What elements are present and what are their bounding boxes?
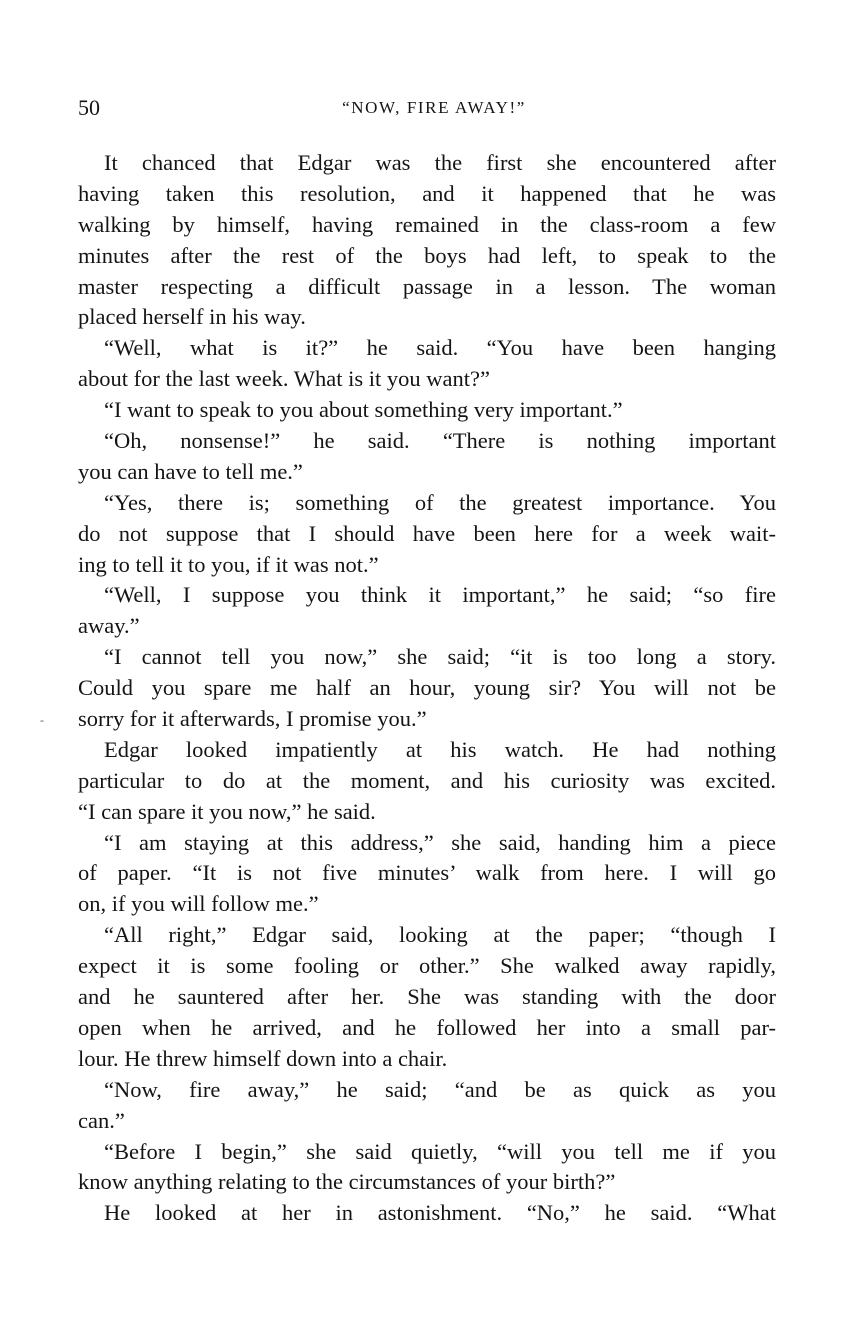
text-line: He looked at her in astonishment. “No,” he said. “What	[104, 1200, 776, 1226]
text-line: master respecting a difficult passage in a lesson. The woman	[78, 273, 776, 299]
text-line: placed herself in his way.	[78, 304, 306, 330]
text-line: you can have to tell me.”	[78, 458, 303, 484]
text-line: “All right,” Edgar said, looking at the paper; “though I	[104, 922, 776, 948]
text-line: of paper. “It is not five minutes’ walk from here. I will go	[78, 860, 776, 886]
text-line: “Yes, there is; something of the greatest importance. You	[104, 489, 776, 515]
body-text	[78, 148, 776, 1229]
text-line: It chanced that Edgar was the first she encountered after	[104, 150, 776, 175]
text-line: about for the last week. What is it you want?”	[78, 366, 490, 392]
text-line: know anything relating to the circumstances of your birth?”	[78, 1169, 616, 1195]
text-line: “Now, fire away,” he said; “and be as quick as you	[104, 1076, 776, 1102]
text-line: particular to do at the moment, and his curiosity was excited.	[78, 767, 776, 793]
text-line: ing to tell it to you, if it was not.”	[78, 551, 379, 577]
text-line: “Before I begin,” she said quietly, “will you tell me if you	[104, 1138, 776, 1164]
text-line: expect it is some fooling or other.” She walked away rapidly,	[78, 953, 776, 979]
text-line: having taken this resolution, and it happened that he was	[78, 180, 776, 206]
text-line: open when he arrived, and he followed her into a small par-	[78, 1014, 776, 1040]
text-line: walking by himself, having remained in the class-room a few	[78, 211, 776, 237]
text-line: minutes after the rest of the boys had left, to speak to the	[78, 242, 776, 268]
text-line: “Well, I suppose you think it important,” he said; “so fire	[104, 582, 776, 608]
running-head: “NOW, FIRE AWAY!”	[342, 98, 526, 117]
text-line: sorry for it afterwards, I promise you.”	[78, 706, 427, 732]
text-line: Edgar looked impatiently at his watch. He had nothing	[104, 736, 776, 762]
margin-mark: -	[40, 713, 44, 727]
text-line: “I can spare it you now,” he said.	[78, 798, 376, 824]
text-line: on, if you will follow me.”	[78, 891, 319, 917]
text-line: do not suppose that I should have been here for a week wait-	[78, 520, 776, 546]
text-line: “I cannot tell you now,” she said; “it is too long a story.	[104, 644, 776, 670]
text-line: Could you spare me half an hour, young sir? You will not be	[78, 675, 776, 701]
text-line: and he sauntered after her. She was standing with the door	[78, 984, 776, 1010]
text-line: lour. He threw himself down into a chair.	[78, 1045, 448, 1071]
text-line: away.”	[78, 613, 140, 639]
text-line: “I want to speak to you about something very important.”	[104, 397, 623, 423]
page-header	[78, 94, 776, 122]
page-number: 50	[78, 95, 100, 120]
text-line: “I am staying at this address,” she said, handing him a piece	[104, 829, 776, 855]
text-line: “Well, what is it?” he said. “You have been hanging	[104, 335, 776, 361]
text-line: “Oh, nonsense!” he said. “There is nothing important	[104, 428, 776, 454]
text-line: can.”	[78, 1107, 125, 1133]
